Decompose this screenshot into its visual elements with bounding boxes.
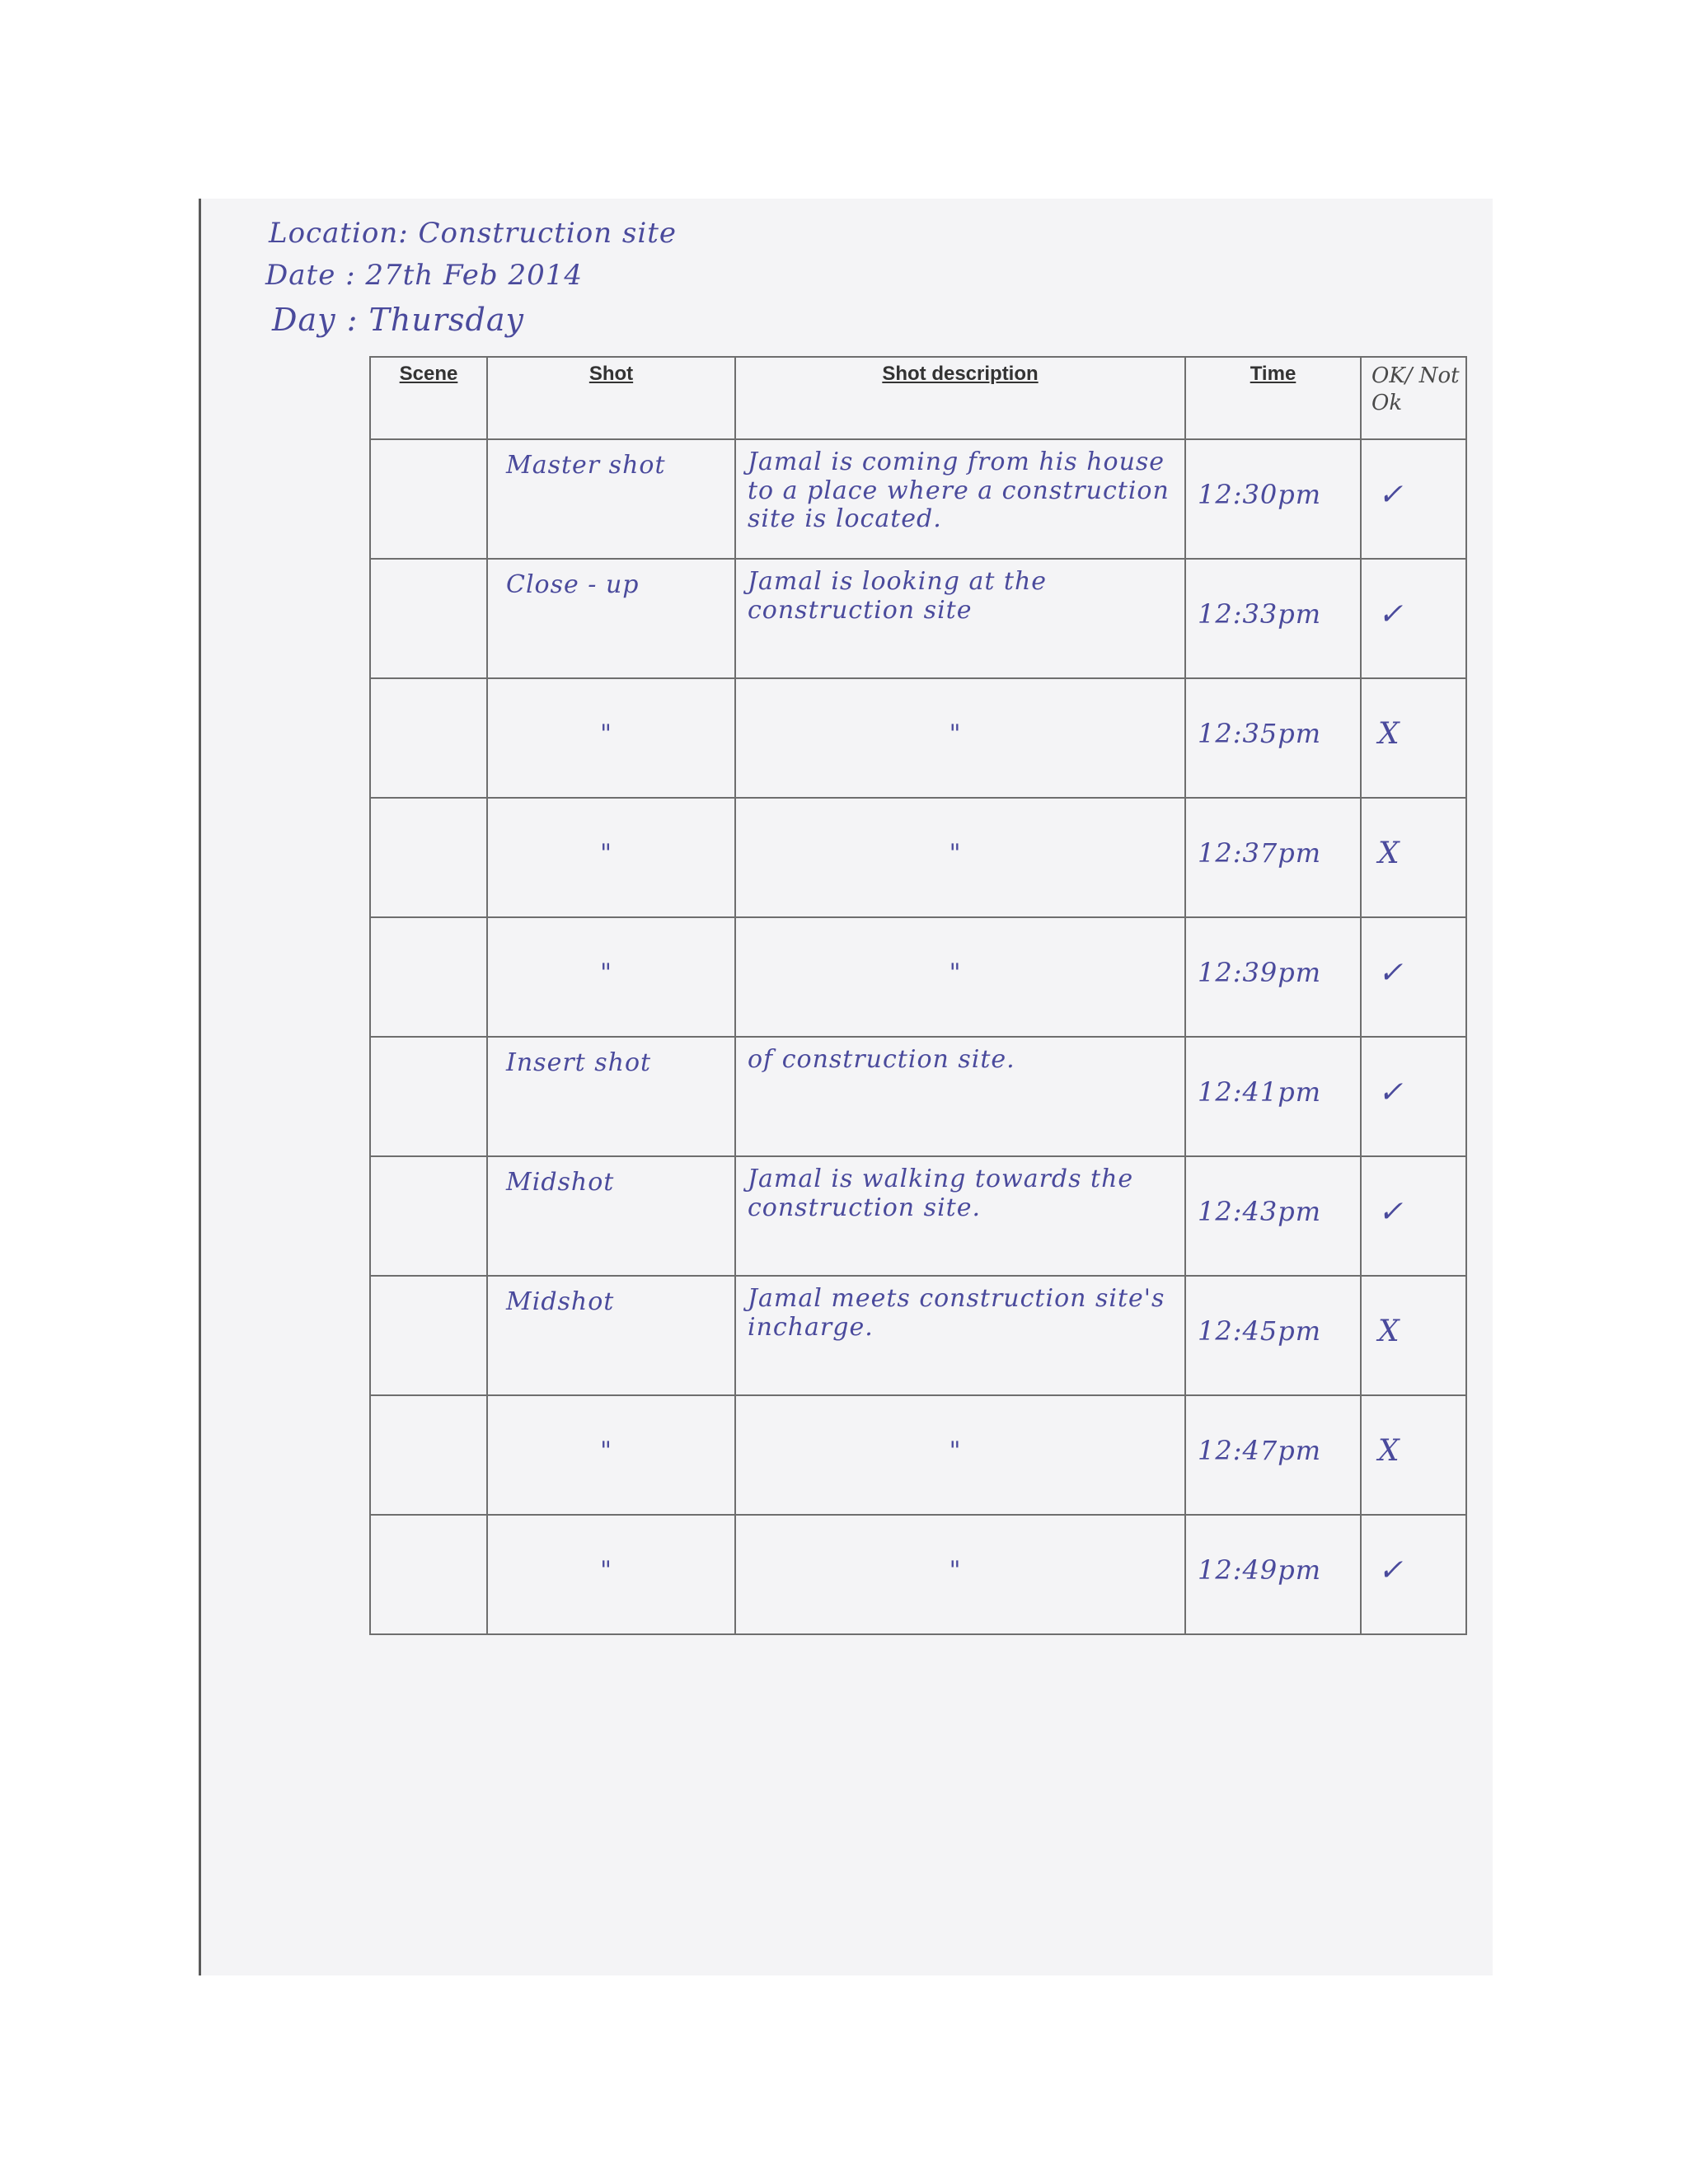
scene-value <box>371 918 486 926</box>
col-header-ok-not-ok: OK/ Not Ok <box>1361 357 1466 439</box>
description-cell <box>735 1156 1185 1276</box>
shot-value: " <box>600 1556 612 1585</box>
description-value: Jamal meets construction site's incharge. <box>748 1284 1165 1342</box>
shot-log-table <box>369 356 1467 1635</box>
ok-mark: ✓ <box>1378 1554 1404 1587</box>
ok-mark: ✓ <box>1378 598 1404 631</box>
time-value: 12:49pm <box>1198 1554 1322 1586</box>
ok-mark: ✓ <box>1378 478 1404 512</box>
ok-mark: ✓ <box>1378 1195 1404 1229</box>
scene-value <box>371 1038 486 1046</box>
shot-cell <box>487 1395 735 1515</box>
time-cell <box>1185 1156 1361 1276</box>
scene-cell <box>370 559 487 678</box>
scene-cell <box>370 678 487 798</box>
scene-cell <box>370 439 487 559</box>
ok-cell <box>1361 798 1466 917</box>
scene-cell <box>370 1156 487 1276</box>
table-row <box>370 439 1466 559</box>
description-value: Jamal is coming from his house to a place where a construction site is located. <box>748 448 1170 533</box>
shot-cell <box>487 1276 735 1395</box>
shot-value: " <box>600 1436 612 1465</box>
time-cell <box>1185 439 1361 559</box>
table-row <box>370 798 1466 917</box>
time-value: 12:37pm <box>1198 837 1322 869</box>
scene-value <box>371 1516 486 1524</box>
table-row <box>370 1037 1466 1156</box>
description-value: " <box>949 719 962 748</box>
shot-value: " <box>600 958 612 987</box>
ok-mark: X <box>1378 1315 1400 1348</box>
table-row <box>370 1515 1466 1634</box>
shot-value: Master shot <box>506 451 666 480</box>
shot-cell <box>487 439 735 559</box>
description-value: Jamal is walking towards the construction site. <box>748 1165 1134 1222</box>
ok-cell <box>1361 917 1466 1037</box>
shot-cell <box>487 1515 735 1634</box>
description-cell <box>735 1037 1185 1156</box>
shot-value: Insert shot <box>506 1048 652 1077</box>
description-value: " <box>949 1556 962 1585</box>
ok-mark: X <box>1378 1434 1400 1468</box>
description-cell <box>735 559 1185 678</box>
scene-value <box>371 1396 486 1404</box>
scene-cell <box>370 798 487 917</box>
scene-value <box>371 679 486 687</box>
time-cell <box>1185 1515 1361 1634</box>
ok-mark: X <box>1378 717 1400 751</box>
time-cell <box>1185 1037 1361 1156</box>
time-value: 12:41pm <box>1198 1076 1322 1108</box>
col-header-scene: Scene <box>370 357 487 439</box>
ok-cell <box>1361 678 1466 798</box>
time-value: 12:47pm <box>1198 1435 1322 1466</box>
time-cell <box>1185 1395 1361 1515</box>
ok-cell <box>1361 1276 1466 1395</box>
shot-cell <box>487 678 735 798</box>
table-row <box>370 1395 1466 1515</box>
col-header-shot: Shot <box>487 357 735 439</box>
time-cell <box>1185 1276 1361 1395</box>
shot-cell <box>487 798 735 917</box>
shot-cell <box>487 559 735 678</box>
time-cell <box>1185 917 1361 1037</box>
table-row <box>370 559 1466 678</box>
table-row <box>370 1156 1466 1276</box>
table-row <box>370 917 1466 1037</box>
scene-value <box>371 440 486 448</box>
day-line: Day : Thursday <box>272 302 524 338</box>
description-cell <box>735 1515 1185 1634</box>
description-cell <box>735 1276 1185 1395</box>
description-value: Jamal is looking at the construction site <box>748 567 1048 625</box>
col-header-time: Time <box>1185 357 1361 439</box>
description-value: " <box>949 839 962 868</box>
scene-value <box>371 799 486 807</box>
ok-cell <box>1361 1395 1466 1515</box>
description-cell <box>735 1395 1185 1515</box>
time-value: 12:39pm <box>1198 957 1322 988</box>
ok-mark: ✓ <box>1378 956 1404 990</box>
shot-value: Close - up <box>506 570 640 599</box>
location-line: Location: Construction site <box>269 217 678 250</box>
time-cell <box>1185 798 1361 917</box>
shot-value: Midshot <box>506 1168 615 1197</box>
time-value: 12:45pm <box>1198 1315 1322 1347</box>
shot-cell <box>487 1156 735 1276</box>
shot-cell <box>487 1037 735 1156</box>
description-value: " <box>949 958 962 987</box>
shot-value: Midshot <box>506 1287 615 1316</box>
date-line: Date : 27th Feb 2014 <box>265 259 583 292</box>
shot-value: " <box>600 719 612 748</box>
table-row <box>370 678 1466 798</box>
ok-cell <box>1361 1037 1466 1156</box>
ok-cell <box>1361 559 1466 678</box>
ok-cell <box>1361 439 1466 559</box>
scene-value <box>371 1157 486 1165</box>
scene-cell <box>370 917 487 1037</box>
time-cell <box>1185 678 1361 798</box>
description-cell <box>735 917 1185 1037</box>
time-cell <box>1185 559 1361 678</box>
time-value: 12:35pm <box>1198 718 1322 749</box>
scene-cell <box>370 1037 487 1156</box>
scene-value <box>371 1277 486 1285</box>
shot-value: " <box>600 839 612 868</box>
ok-mark: X <box>1378 837 1400 870</box>
ok-cell <box>1361 1515 1466 1634</box>
time-value: 12:30pm <box>1198 479 1322 510</box>
description-cell <box>735 439 1185 559</box>
description-cell <box>735 798 1185 917</box>
ok-cell <box>1361 1156 1466 1276</box>
description-value: " <box>949 1436 962 1465</box>
scene-value <box>371 560 486 568</box>
description-cell <box>735 678 1185 798</box>
scene-cell <box>370 1395 487 1515</box>
time-value: 12:43pm <box>1198 1196 1322 1227</box>
table-header-row <box>370 357 1466 439</box>
col-header-shot-description: Shot description <box>735 357 1185 439</box>
table-row <box>370 1276 1466 1395</box>
scene-cell <box>370 1276 487 1395</box>
ok-mark: ✓ <box>1378 1076 1404 1109</box>
shot-cell <box>487 917 735 1037</box>
time-value: 12:33pm <box>1198 598 1322 630</box>
scene-cell <box>370 1515 487 1634</box>
description-value: of construction site. <box>748 1045 1015 1074</box>
